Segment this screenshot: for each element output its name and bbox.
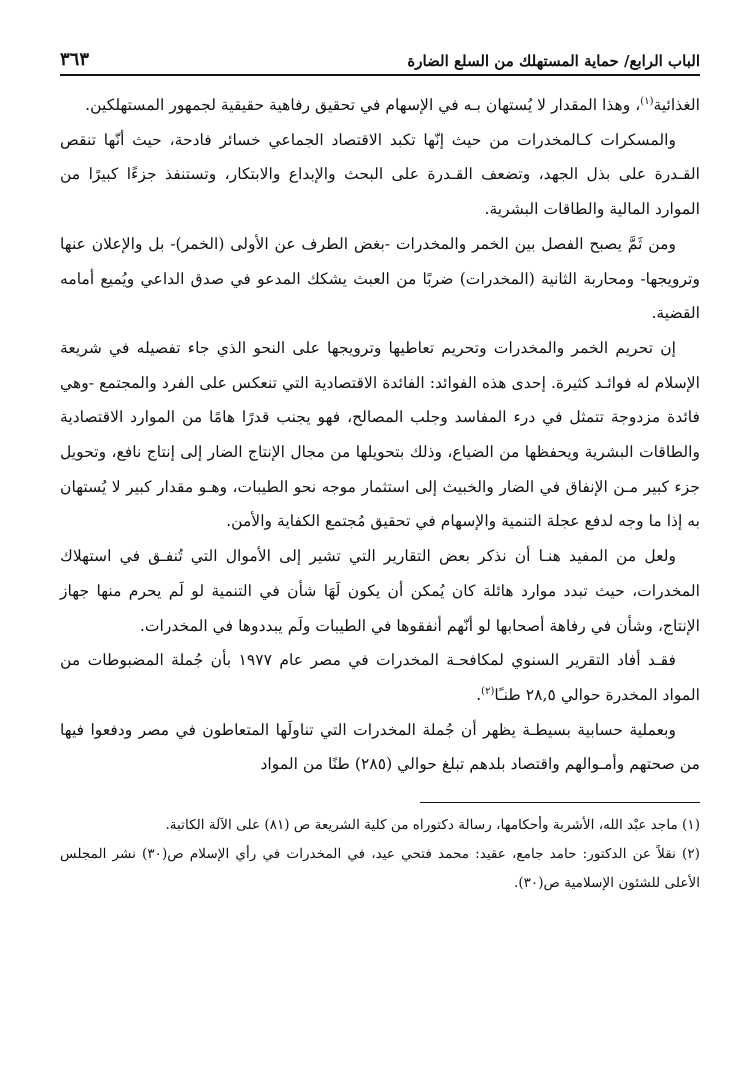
paragraph-1-rest: ، وهذا المقدار لا يُستهان بـه في الإسهام في تحقيق رفاهية حقيقية لجمهور المستهلكين. <box>85 96 641 114</box>
paragraph-3: ومن ثَمَّ يصبح الفصل بين الخمر والمخدرات -بغض الطرف عن الأولى (الخمر)- بل والإعلان عنها وترويجها- ومحاربة الثانية (المخدرات) ضربًا من العبث يشكك المدعو في صدق الداعي ويُميع أمامه القضية. <box>60 234 700 323</box>
book-page <box>60 40 700 898</box>
footnote-ref-2: (٢) <box>481 685 495 697</box>
paragraph-6-end: . <box>476 685 482 704</box>
paragraph-6 <box>60 643 700 712</box>
paragraph-4: إن تحريم الخمر والمخدرات وتحريم تعاطيها وترويجها على النحو الذي جاء تفصيله في شريعة الإسلام له فوائـد كثيرة. إحدى هذه الفوائد: الفائدة الاقتصادية التي تنعكس على الفرد والمجتمع -وهي فائدة مزدوجة تتمثل في درء المفاسد وجلب المصالح، فهو يجنب قدرًا هامًا من الموارد الاقتصادية والطاقات البشرية ويحفظها من الضياع، وذلك بتحويلها من مجال الإنتاج الضار إلى إنتاج نافع، وتحويل جزء كبير مـن الإنفاق في الضار والخبيث إلى استثمار موجه نحو الطيبات، وهـو مقدار كبير لا يُستهان به إذا ما وجه لدفع عجلة التنمية والإسهام في تحقيق مُجتمع الكفاية والأمن. <box>60 338 700 531</box>
footnote-divider <box>420 802 700 803</box>
paragraph-2: والمسكرات كـالمخدرات من حيث إنّها تكبد الاقتصاد الجماعي خسائر فادحة، حيث أنّها تنقص القـدرة على بذل الجهد، وتضعف القـدرة على البحث والإبداع والابتكار، وتستنفذ جزءًا كبيرًا من الموارد المالية والطاقات البشرية. <box>60 130 700 219</box>
footnote-2: (٢) نقلاً عن الدكتور: حامد جامع، عقيد: محمد فتحي عيد، في المخدرات في رأي الإسلام ص(٣٠) نشر المجلس الأعلى للشئون الإسلامية ص(٣٠). <box>60 846 700 892</box>
page-number: ٣٦٣ <box>60 49 90 70</box>
footnotes <box>60 811 700 898</box>
paragraph-6-text: فقـد أفاد التقرير السنوي لمكافحـة المخدرات في مصر عام ١٩٧٧ بأن جُملة المضبوطات من المواد المخدرة حوالي ٢٨,٥ طنـًا <box>60 651 700 704</box>
paragraph-1-start: الغذائية <box>653 96 700 114</box>
chapter-title: الباب الرابع/ حماية المستهلك من السلع الضارة <box>407 52 700 70</box>
main-text <box>60 88 700 782</box>
paragraph-1 <box>60 88 700 123</box>
footnote-ref-1: (١) <box>640 95 654 107</box>
running-header <box>60 40 700 76</box>
paragraph-7: وبعملية حسابية بسيطـة يظهر أن جُملة المخدرات التي تناولَها المتعاطون في مصر ودفعوا فيها من صحتهم وأمـوالهم واقتصاد بلدهم تبلغ حوالي (٢٨٥) طنًا من المواد <box>60 720 700 774</box>
paragraph-5: ولعل من المفيد هنـا أن نذكر بعض التقارير التي تشير إلى الأموال التي تُنفـق في استهلاك المخدرات، حيث تبدد موارد هائلة كان يُمكن أن يكون لَهَا شأن في التنمية لو لَم يحرم منها جهاز الإنتاج، وشأن في رفاهة أصحابها لو أنّهم أنفقوها في الطيبات ولَم يبددوها في المخدرات. <box>60 547 700 635</box>
footnote-1: (١) ماجد عبْد الله، الأشربة وأحكامها، رسالة دكتوراه من كلية الشريعة ص (٨١) على الآلة الكاتبة. <box>165 817 700 834</box>
